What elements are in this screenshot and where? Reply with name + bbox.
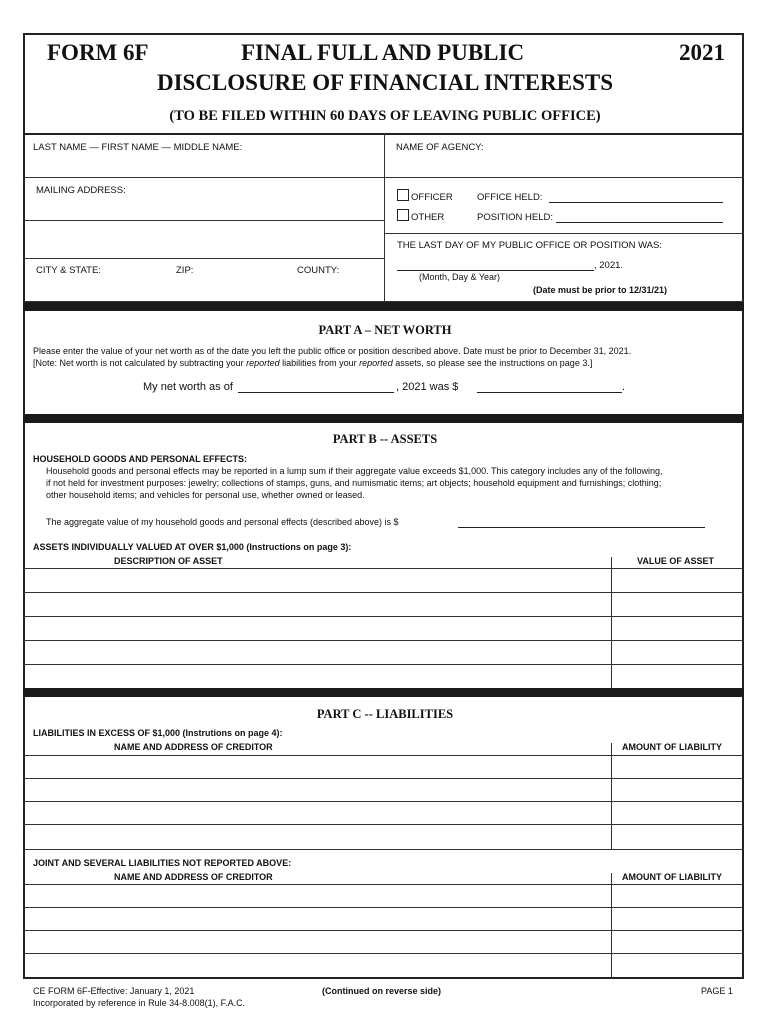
- officer-label: OFFICER: [411, 192, 453, 203]
- office-held-label: OFFICE HELD:: [477, 192, 543, 203]
- form-title-line1: FINAL FULL AND PUBLIC: [241, 40, 525, 65]
- name-label: LAST NAME — FIRST NAME — MIDDLE NAME:: [33, 142, 243, 153]
- joint-liability-row[interactable]: [23, 884, 744, 906]
- col-amount-joint: AMOUNT OF LIABILITY: [622, 872, 722, 882]
- divider: [23, 849, 744, 850]
- col-creditor: NAME AND ADDRESS OF CREDITOR: [114, 742, 273, 752]
- asset-row[interactable]: [23, 616, 744, 638]
- net-worth-statement-c: .: [622, 381, 626, 393]
- form-number: FORM 6F: [47, 40, 149, 65]
- household-text-1: Household goods and personal effects may be reported in a lump sum if their aggregate value exceeds $1,000. This category includes any of the following,: [46, 466, 663, 476]
- col-value-asset: VALUE OF ASSET: [637, 556, 715, 566]
- col-amount: AMOUNT OF LIABILITY: [622, 742, 722, 752]
- joint-liabilities-heading: JOINT AND SEVERAL LIABILITIES NOT REPORTED ABOVE:: [33, 858, 292, 868]
- section-bar: [23, 688, 744, 697]
- household-text-3: other household items; and vehicles for personal use, whether owned or leased.: [46, 490, 365, 500]
- part-a-text-1: Please enter the value of your net worth as of the date you left the public office or position described above. Date must be prior to December 31, 2021.: [33, 346, 632, 356]
- liability-row[interactable]: [23, 801, 744, 823]
- city-state-label: CITY & STATE:: [36, 265, 101, 276]
- form-title-line2: DISCLOSURE OF FINANCIAL INTERESTS: [156, 70, 614, 95]
- household-heading: HOUSEHOLD GOODS AND PERSONAL EFFECTS:: [33, 454, 248, 464]
- officer-checkbox[interactable]: [397, 189, 409, 201]
- asset-row[interactable]: [23, 568, 744, 590]
- net-worth-statement-b: , 2021 was $: [396, 381, 459, 393]
- liabilities-heading: LIABILITIES IN EXCESS OF $1,000 (Instrutions on page 4):: [33, 728, 283, 738]
- form-subtitle: (TO BE FILED WITHIN 60 DAYS OF LEAVING PUBLIC OFFICE): [169, 108, 601, 124]
- divider: [23, 177, 744, 178]
- liability-row[interactable]: [23, 755, 744, 777]
- agency-label: NAME OF AGENCY:: [396, 142, 484, 153]
- section-bar: [23, 302, 744, 311]
- liability-row[interactable]: [23, 824, 744, 849]
- aggregate-text: The aggregate value of my household goods and personal effects (described above) is $: [46, 517, 399, 527]
- county-label: COUNTY:: [297, 265, 340, 276]
- divider: [23, 258, 384, 259]
- joint-liability-row[interactable]: [23, 930, 744, 952]
- date-note: (Date must be prior to 12/31/21): [533, 285, 668, 295]
- footer-form-effective: CE FORM 6F-Effective: January 1, 2021: [33, 986, 195, 996]
- asset-row[interactable]: [23, 592, 744, 614]
- liability-row[interactable]: [23, 778, 744, 800]
- date-hint: (Month, Day & Year): [419, 272, 501, 282]
- position-held-field[interactable]: [556, 222, 723, 223]
- divider: [384, 134, 385, 301]
- asset-row[interactable]: [23, 640, 744, 662]
- col-creditor-joint: NAME AND ADDRESS OF CREDITOR: [114, 872, 273, 882]
- joint-liability-row[interactable]: [23, 953, 744, 975]
- net-worth-date-field[interactable]: [238, 392, 394, 393]
- divider: [384, 233, 744, 234]
- other-checkbox[interactable]: [397, 209, 409, 221]
- last-day-field[interactable]: [397, 270, 594, 271]
- individual-assets-heading: ASSETS INDIVIDUALLY VALUED AT OVER $1,000 (Instructions on page 3):: [33, 542, 352, 552]
- part-b-title: PART B -- ASSETS: [332, 432, 438, 446]
- footer-incorporated: Incorporated by reference in Rule 34-8.008(1), F.A.C.: [33, 998, 246, 1008]
- year-suffix: , 2021.: [594, 260, 624, 271]
- household-text-2: if not held for investment purposes: jewelry; collections of stamps, guns, and numismatic items; art objects; household equipment and furnishings; clothing;: [46, 478, 662, 488]
- joint-liability-row[interactable]: [23, 907, 744, 929]
- other-label: OTHER: [411, 212, 445, 223]
- asset-row[interactable]: [23, 664, 744, 686]
- divider: [23, 220, 384, 221]
- footer-page: PAGE 1: [701, 986, 733, 996]
- last-day-label: THE LAST DAY OF MY PUBLIC OFFICE OR POSITION WAS:: [397, 240, 662, 251]
- part-c-title: PART C -- LIABILITIES: [316, 707, 454, 721]
- office-held-field[interactable]: [549, 202, 723, 203]
- position-held-label: POSITION HELD:: [477, 212, 554, 223]
- section-bar: [23, 414, 744, 423]
- part-a-text-2: [Note: Net worth is not calculated by subtracting your reported liabilities from your reported assets, so please see the instructions on page 3.]: [33, 358, 593, 368]
- net-worth-amount-field[interactable]: [477, 392, 622, 393]
- col-description-asset: DESCRIPTION OF ASSET: [114, 556, 223, 566]
- part-a-title: PART A – NET WORTH: [318, 323, 452, 337]
- net-worth-statement-a: My net worth as of: [143, 381, 233, 393]
- aggregate-value-field[interactable]: [458, 527, 705, 528]
- mailing-address-label: MAILING ADDRESS:: [36, 185, 126, 196]
- footer-continued: (Continued on reverse side): [322, 986, 442, 996]
- zip-label: ZIP:: [176, 265, 194, 276]
- form-year: 2021: [679, 40, 725, 65]
